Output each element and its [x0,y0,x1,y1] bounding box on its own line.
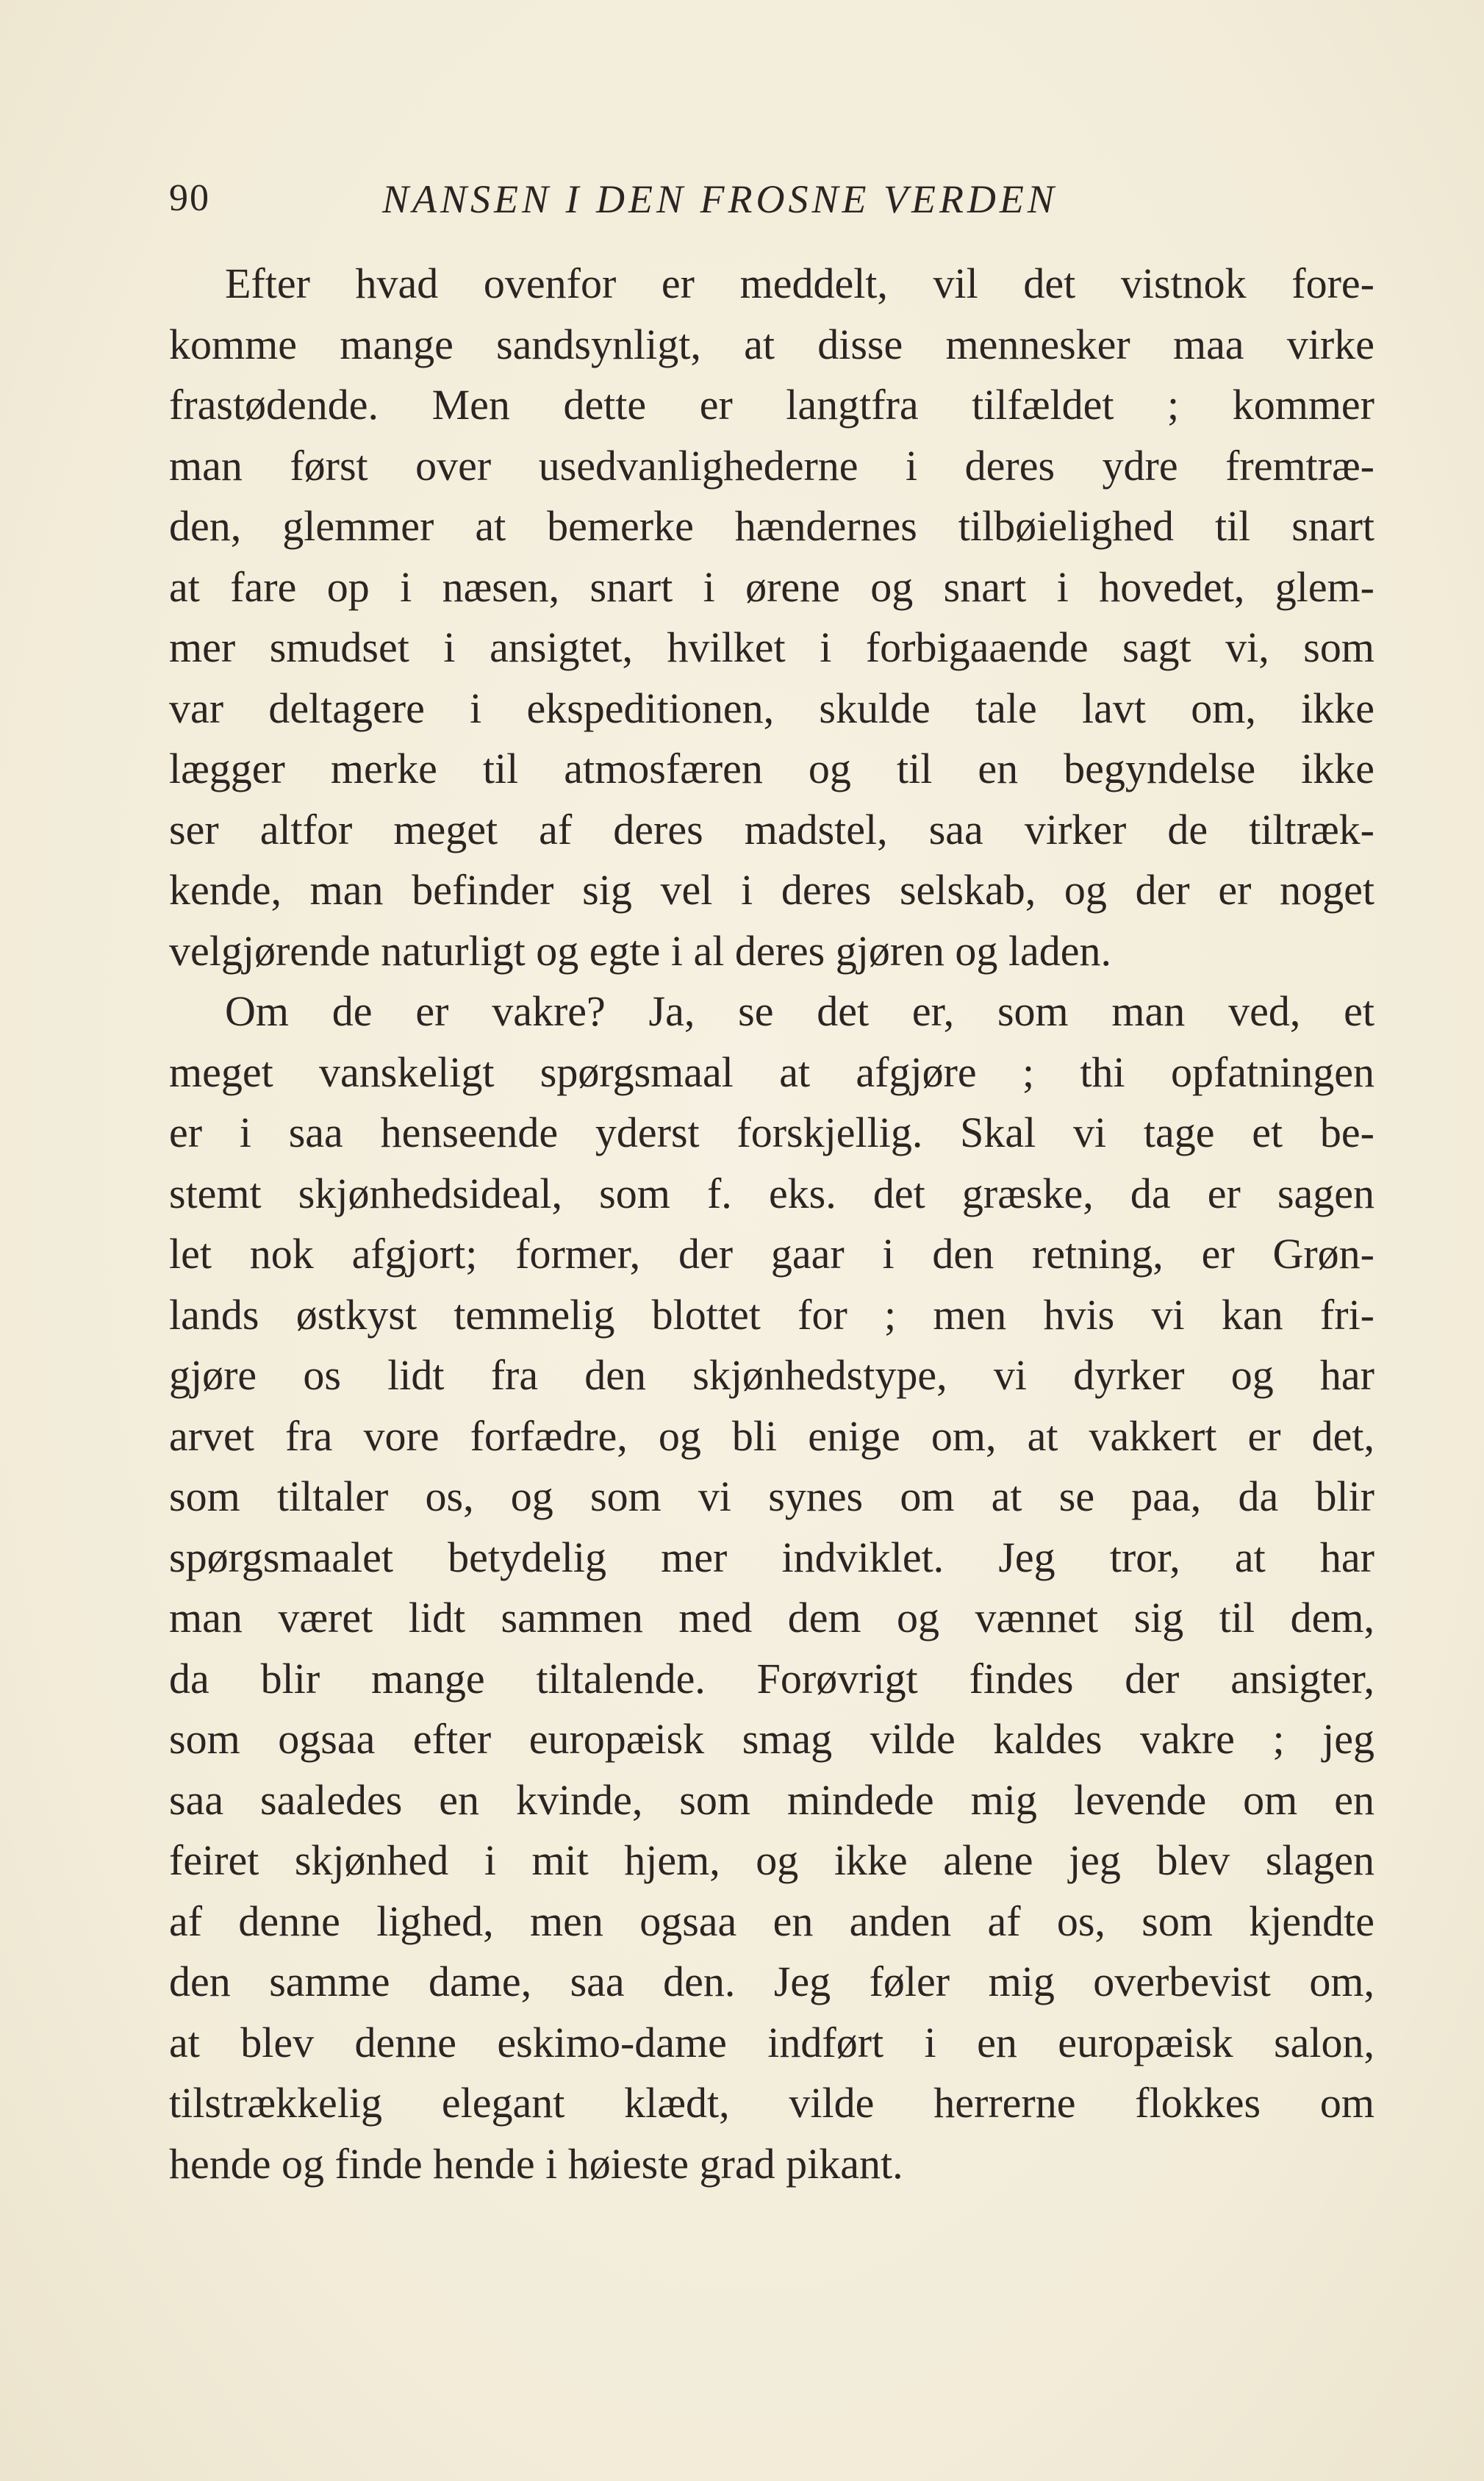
paragraph [169,981,1374,2194]
text-line: som ogsaa efter europæisk smag vilde kaldes vakre ; jeg [169,1715,1374,1763]
text-line: er i saa henseende yderst forskjellig. Skal vi tage et be- [169,1109,1374,1156]
text-line: da blir mange tiltalende. Forøvrigt findes der ansigter, [169,1654,1374,1703]
text-line: let nok afgjort; former, der gaar i den retning, er Grøn- [169,1230,1374,1278]
text-line: den samme dame, saa den. Jeg føler mig overbevist om, [169,1958,1374,2005]
text-line: Om de er vakre? Ja, se det er, som man ved, et [225,987,1374,1035]
text-line: lands østkyst temmelig blottet for ; men hvis vi kan fri- [169,1290,1374,1339]
text-line: at blev denne eskimo-dame indført i en europæisk salon, [169,2018,1374,2066]
text-line: komme mange sandsynligt, at disse mennesker maa virke [169,320,1374,368]
page-header [169,176,1169,235]
text-line: var deltagere i ekspeditionen, skulde tale lavt om, ikke [169,684,1374,732]
text-line: ser altfor meget af deres madstel, saa virker de tiltræk- [169,805,1374,853]
text-line: af denne lighed, men ogsaa en anden af os, som kjendte [169,1897,1374,1945]
text-line: den, glemmer at bemerke hændernes tilbøielighed til snart [169,502,1374,550]
text-line: meget vanskeligt spørgsmaal at afgjøre ; thi opfatningen [169,1048,1374,1096]
text-line: stemt skjønhedsideal, som f. eks. det græske, da er sagen [169,1169,1374,1217]
running-title: NANSEN I DEN FROSNE VERDEN [382,177,1058,221]
text-line: Efter hvad ovenfor er meddelt, vil det vistnok fore- [225,259,1374,307]
text-line: arvet fra vore forfædre, og bli enige om, at vakkert er det, [169,1411,1374,1460]
body-text [169,254,1374,2194]
text-line: kende, man befinder sig vel i deres selskab, og der er noget [169,866,1374,914]
text-line: feiret skjønhed i mit hjem, og ikke alene jeg blev slagen [169,1836,1374,1884]
text-line: lægger merke til atmosfæren og til en begyndelse ikke [169,745,1374,792]
text-line: velgjørende naturligt og egte i al deres gjøren og laden. [169,926,1112,975]
paragraph [169,254,1374,981]
page-number: 90 [169,177,210,219]
text-line: man først over usedvanlighederne i deres ydre fremtræ- [169,441,1374,490]
text-line: som tiltaler os, og som vi synes om at se paa, da blir [169,1472,1374,1520]
text-line: hende og finde hende i høieste grad pikant. [169,2139,903,2188]
text-line: tilstrækkelig elegant klædt, vilde herrerne flokkes om [169,2079,1374,2127]
text-line: man været lidt sammen med dem og vænnet sig til dem, [169,1594,1374,1642]
text-line: frastødende. Men dette er langtfra tilfældet ; kommer [169,381,1374,429]
text-line: saa saaledes en kvinde, som mindede mig levende om en [169,1775,1374,1824]
text-line: gjøre os lidt fra den skjønhedstype, vi dyrker og har [169,1351,1374,1399]
text-line: mer smudset i ansigtet, hvilket i forbigaaende sagt vi, som [169,623,1374,671]
text-line: at fare op i næsen, snart i ørene og snart i hovedet, glem- [169,562,1374,611]
text-line: spørgsmaalet betydelig mer indviklet. Jeg tror, at har [169,1533,1374,1581]
